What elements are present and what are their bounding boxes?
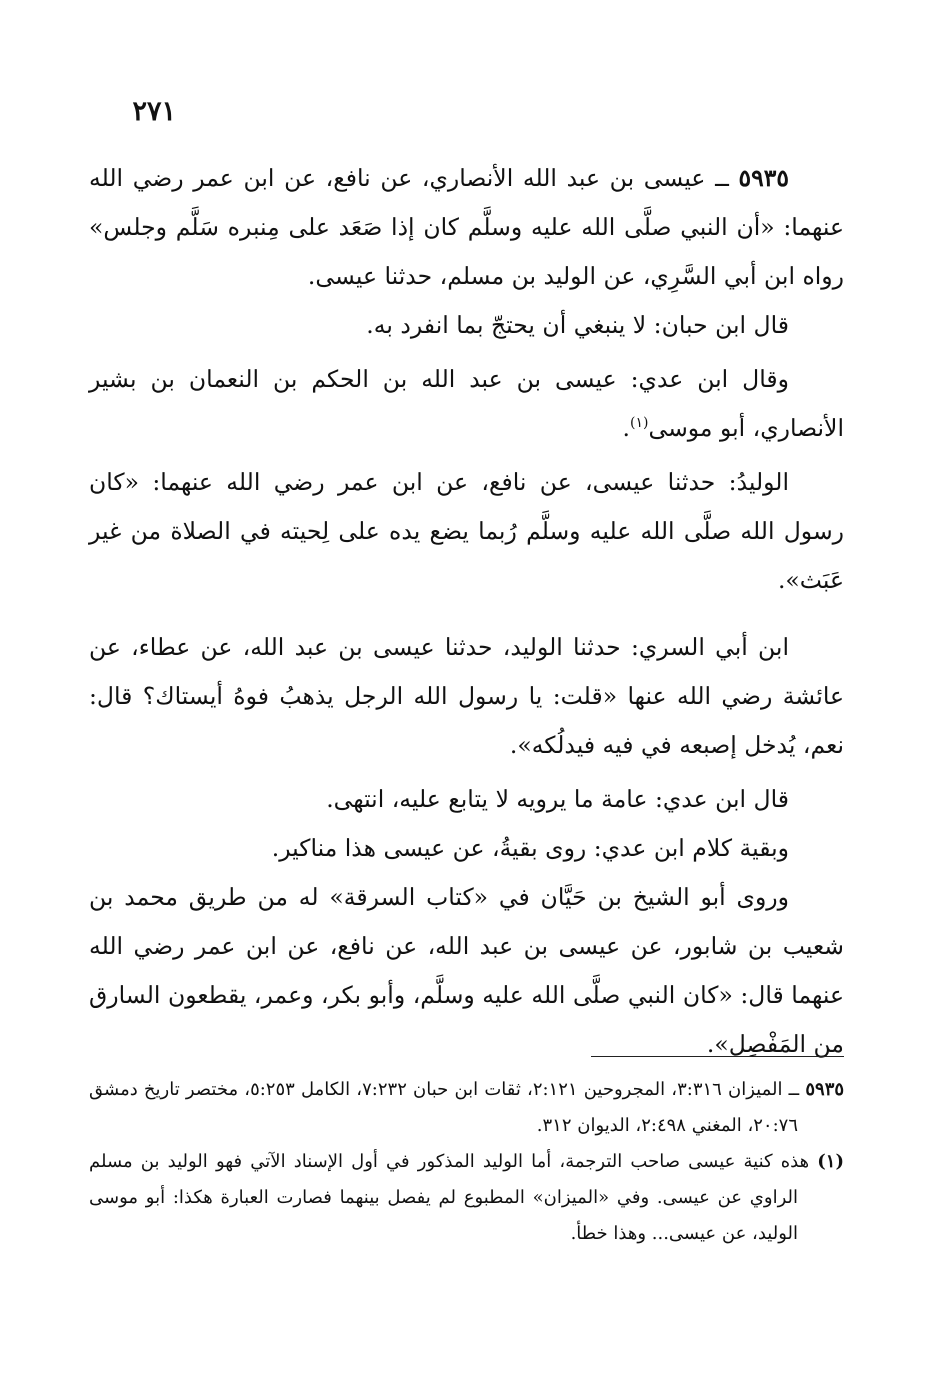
footnote-sources: [89, 1072, 844, 1144]
paragraph-text: وقال ابن عدي: عيسى بن عبد الله بن الحكم بن النعمان بن بشير الأنصاري، أبو موسى: [89, 365, 844, 442]
main-text: [89, 154, 844, 1069]
paragraph-ibn-hibban: قال ابن حبان: لا ينبغي أن يحتجّ بما انفرد به.: [366, 311, 789, 339]
paragraph-walid-hadith: الوليدُ: حدثنا عيسى، عن نافع، عن ابن عمر رضي الله عنهما: «كان رسول الله صلَّى الله عليه وسلَّم رُبما يضع يده على لِحيته في الصلاة من غير عَبَث».: [89, 468, 844, 594]
paragraph-baqiya: وبقية كلام ابن عدي: روى بقيةُ، عن عيسى هذا مناكير.: [271, 834, 789, 862]
paragraph-ibn-adi-lineage: [89, 355, 844, 453]
entry-text: ــ عيسى بن عبد الله الأنصاري، عن نافع، عن ابن عمر رضي الله عنهما: «أن النبي صلَّى الله عليه وسلَّم كان إذا صَعَد على مِنبره سَلَّم وجلس» رواه ابن أبي السَّرِي، عن الوليد بن مسلم، حدثنا عيسى.: [89, 164, 844, 290]
footnote-sources-text: ــ الميزان ٣:٣١٦، المجروحين ٢:١٢١، ثقات ابن حبان ٧:٢٣٢، الكامل ٥:٢٥٣، مختصر تاريخ دمشق ٢٠:٧٦، المغني ٢:٤٩٨، الديوان ٣١٢.: [89, 1079, 806, 1136]
footnote-1-text: هذه كنية عيسى صاحب الترجمة، أما الوليد المذكور في أول الإسناد الآتي فهو الوليد بن مسلم الراوي عن عيسى. وفي «الميزان» المطبوع لم يفصل بينهما فصارت العبارة هكذا: أبو موسى الوليد، عن عيسى... وهذا خطأ.: [89, 1151, 818, 1244]
entry-paragraph: [89, 154, 844, 301]
footnotes: [89, 1072, 844, 1252]
entry-number: ٥٩٣٥: [738, 164, 789, 192]
paragraph-ibn-adi-verdict: قال ابن عدي: عامة ما يرويه لا يتابع عليه، انتهى.: [326, 785, 789, 813]
paragraph-ibn-abi-sari-hadith: ابن أبي السري: حدثنا الوليد، حدثنا عيسى بن عبد الله، عن عطاء، عن عائشة رضي الله عنها «قلت: يا رسول الله الرجل يذهبُ فوهُ أيستاك؟ قال: نعم، يُدخل إصبعه في فيه فيدلُكه».: [89, 633, 844, 759]
footnote-1-number: (١): [817, 1151, 844, 1172]
paragraph-abu-sheikh: وروى أبو الشيخ بن حَيَّان في «كتاب السرقة» له من طريق محمد بن شعيب بن شابور، عن عيسى بن عبد الله، عن نافع، عن ابن عمر رضي الله عنهما قال: «كان النبي صلَّى الله عليه وسلَّم، وأبو بكر، وعمر، يقطعون السارق من المَفْصِل».: [89, 883, 844, 1058]
page-number: ٢٧١: [132, 96, 176, 127]
paragraph-end: .: [622, 414, 631, 442]
footnote-reference[interactable]: (١): [630, 415, 649, 432]
footnote-1: [89, 1144, 844, 1252]
footnote-entry-number: ٥٩٣٥: [805, 1079, 845, 1100]
footnote-divider: [591, 1056, 844, 1057]
